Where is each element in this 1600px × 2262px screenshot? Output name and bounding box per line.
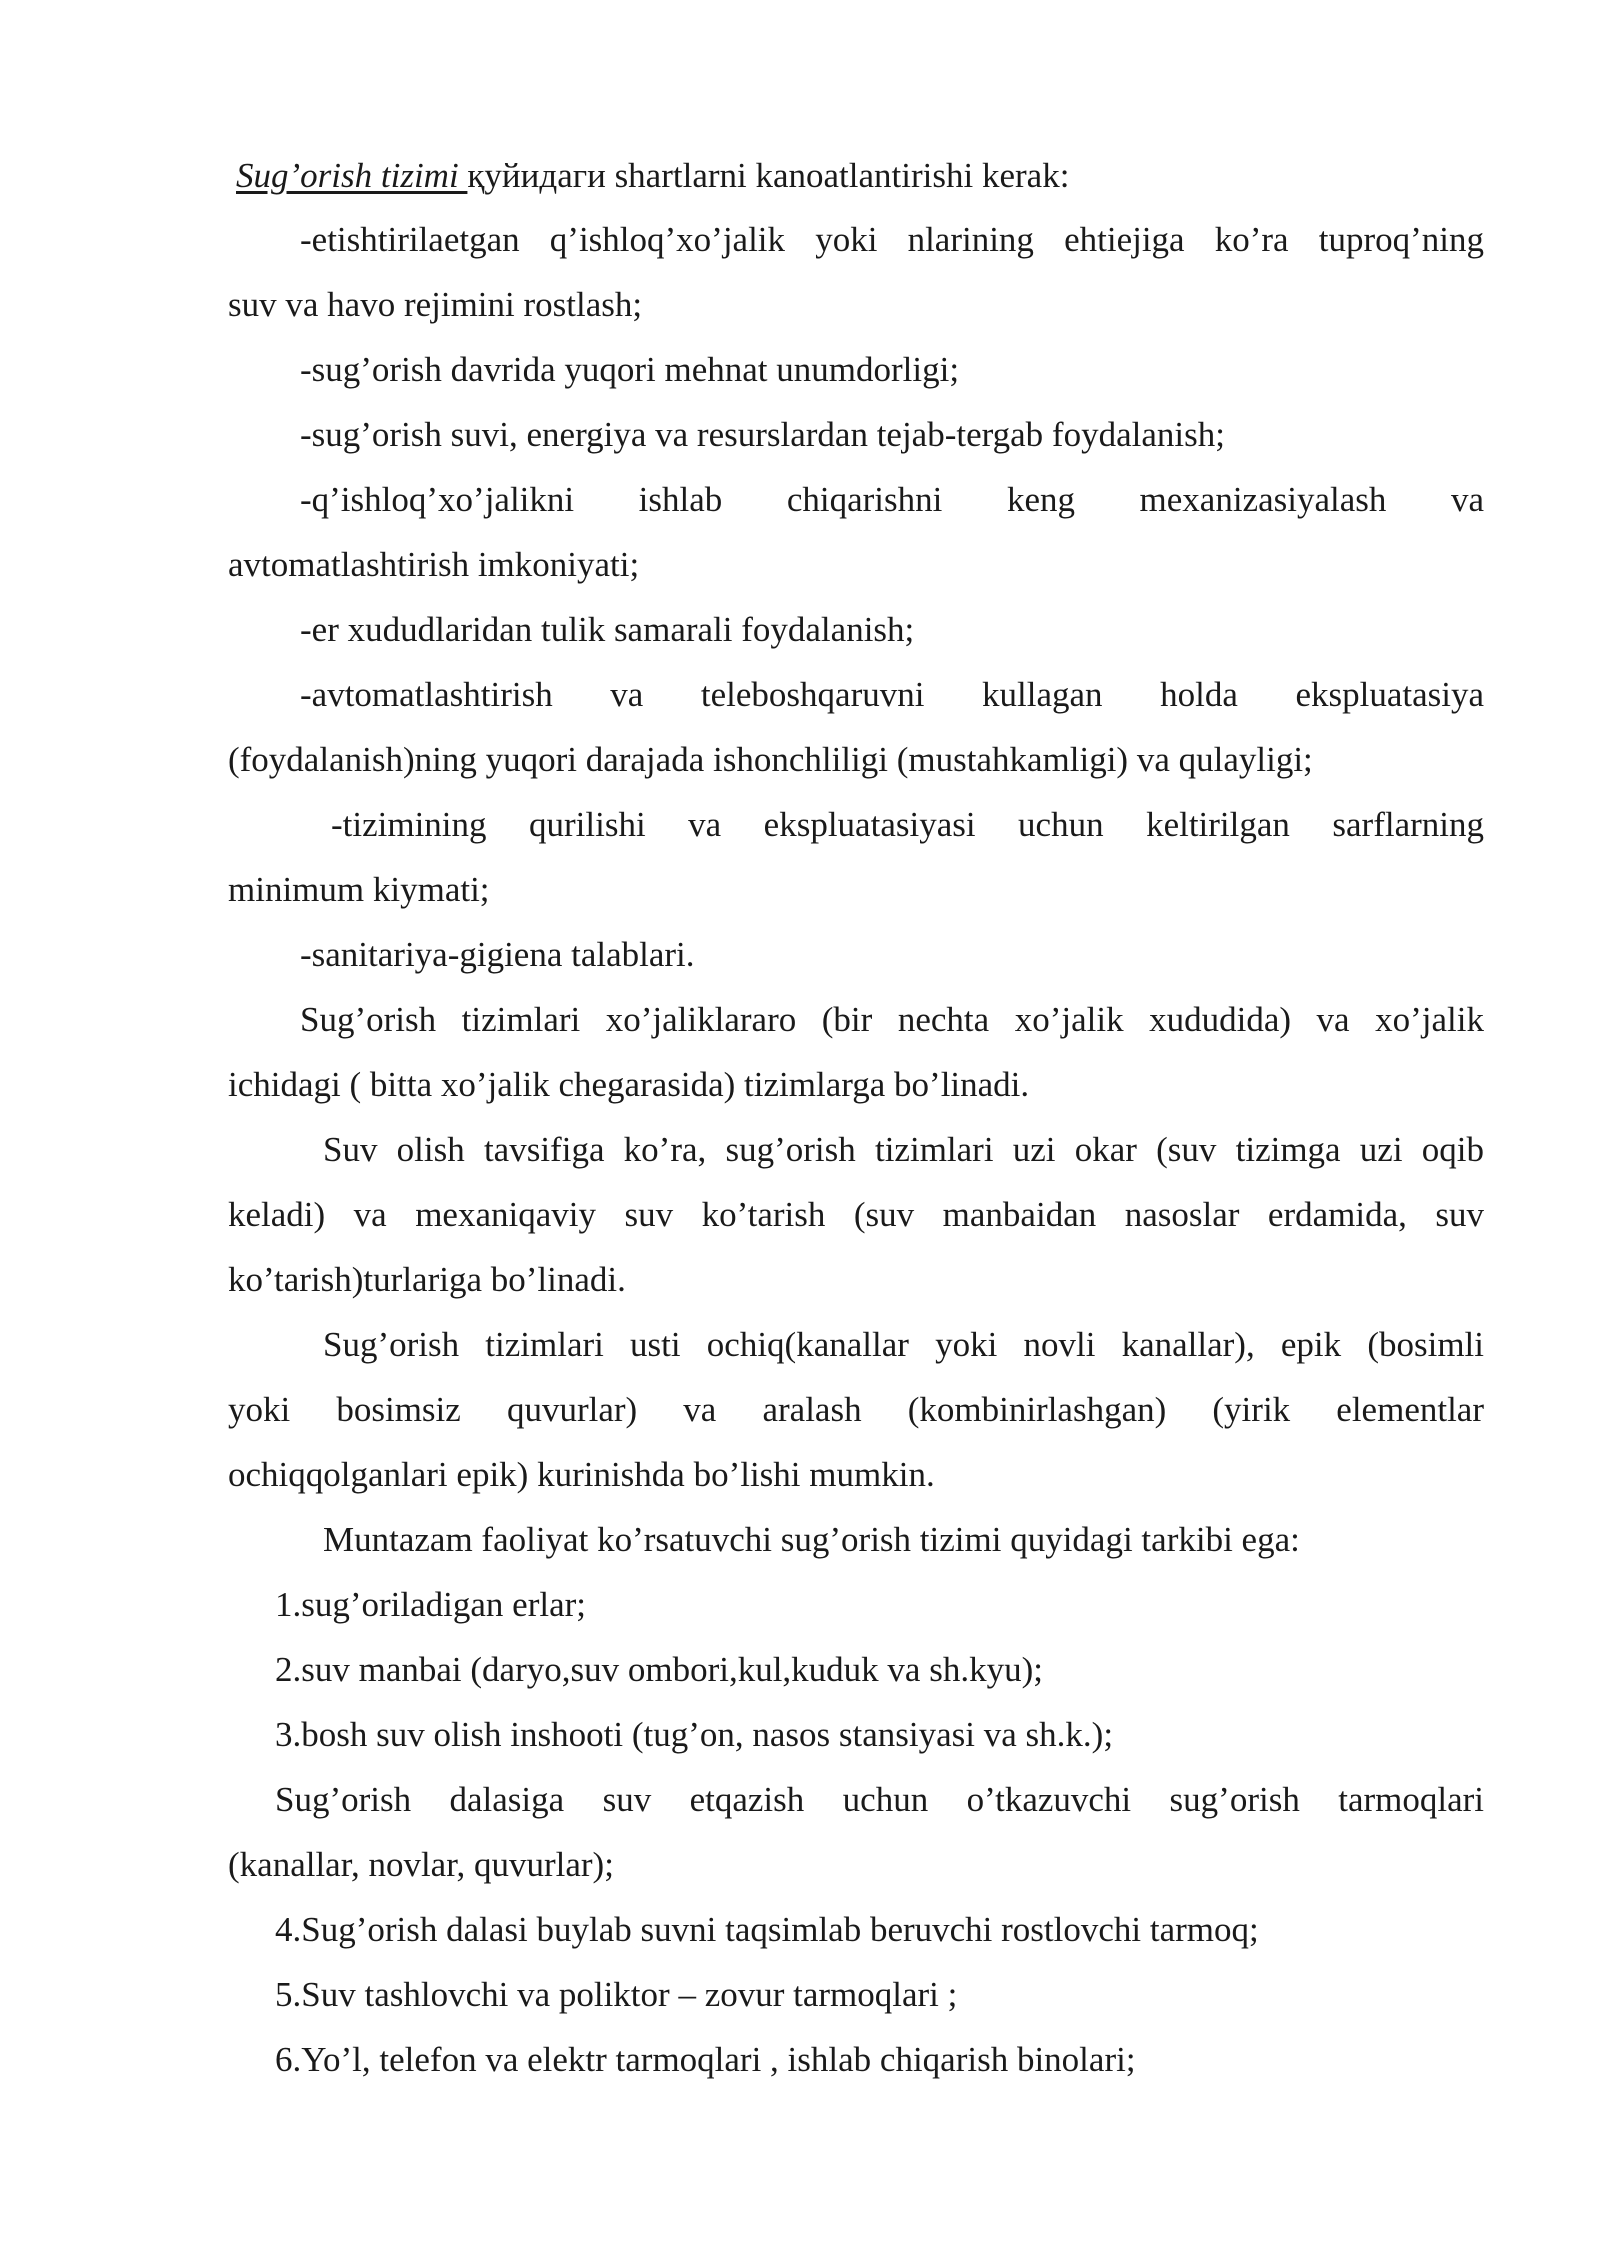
requirement-line-6: -avtomatlashtirish va teleboshqaruvni kullagan holda ekspluatasiya — [300, 675, 1484, 714]
paragraph-composition-intro: Muntazam faoliyat ko’rsatuvchi sug’orish tizimi quyidagi tarkibi ega: — [323, 1520, 1300, 1559]
requirement-line-5: -er xududlaridan tulik samarali foydalanish; — [300, 610, 915, 649]
requirement-line-7: -tizimining qurilishi va ekspluatasiyasi uchun keltirilgan sarflarning — [331, 805, 1484, 844]
paragraph-water-intake-cont-1: keladi) va mexaniqaviy suv ko’tarish (suv manbaidan nasoslar erdamida, suv — [228, 1195, 1484, 1234]
list-item-5: 5.Suv tashlovchi va poliktor – zovur tarmoqlari ; — [275, 1975, 958, 2014]
list-item-3: 3.bosh suv olish inshooti (tug’on, nasos stansiyasi va sh.k.); — [275, 1715, 1114, 1754]
requirement-line-1-cont: suv va havo rejimini rostlash; — [228, 285, 643, 324]
paragraph-systems-types-cont: ichidagi ( bitta xo’jalik chegarasida) tizimlarga bo’linadi. — [228, 1065, 1030, 1104]
requirement-line-1: -etishtirilaetgan q’ishloq’xo’jalik yoki nlarining ehtiejiga ko’ra tuproq’ning — [300, 220, 1484, 259]
requirement-line-6-cont: (foydalanish)ning yuqori darajada ishonchliligi (mustahkamligi) va qulayligi; — [228, 740, 1313, 779]
intro-term: Sug’orish tizimi — [236, 156, 468, 195]
paragraph-water-intake-cont-2: ko’tarish)turlariga bo’linadi. — [228, 1260, 626, 1299]
requirement-line-4: -q’ishloq’xo’jalikni ishlab chiqarishni keng mexanizasiyalash va — [300, 480, 1484, 519]
requirement-line-2: -sug’orish davrida yuqori mehnat unumdorligi; — [300, 350, 960, 389]
intro-text: қуйидаги shartlarni kanoatlantirishi kerak: — [467, 156, 1070, 195]
list-item-4: 4.Sug’orish dalasi buylab suvni taqsimlab beruvchi rostlovchi tarmoq; — [275, 1910, 1259, 1949]
list-item-1: 1.sug’oriladigan erlar; — [275, 1585, 587, 1624]
list-item-3-note: Sug’orish dalasiga suv etqazish uchun o’tkazuvchi sug’orish tarmoqlari — [275, 1780, 1484, 1819]
paragraph-system-forms-cont-1: yoki bosimsiz quvurlar) va aralash (kombinirlashgan) (yirik elementlar — [228, 1390, 1484, 1429]
list-item-2: 2.suv manbai (daryo,suv ombori,kul,kuduk va sh.kyu); — [275, 1650, 1043, 1689]
intro-line — [236, 151, 1484, 201]
list-item-6: 6.Yo’l, telefon va elektr tarmoqlari , ishlab chiqarish binolari; — [275, 2040, 1136, 2079]
paragraph-systems-types: Sug’orish tizimlari xo’jaliklararo (bir nechta xo’jalik xududida) va xo’jalik — [300, 1000, 1484, 1039]
paragraph-system-forms: Sug’orish tizimlari usti ochiq(kanallar yoki novli kanallar), epik (bosimli — [323, 1325, 1484, 1364]
paragraph-water-intake: Suv olish tavsifiga ko’ra, sug’orish tizimlari uzi okar (suv tizimga uzi oqib — [323, 1130, 1484, 1169]
requirement-line-7-cont: minimum kiymati; — [228, 870, 490, 909]
requirement-line-4-cont: avtomatlashtirish imkoniyati; — [228, 545, 640, 584]
list-item-3-note-cont: (kanallar, novlar, quvurlar); — [228, 1845, 614, 1884]
paragraph-system-forms-cont-2: ochiqqolganlari epik) kurinishda bo’lishi mumkin. — [228, 1455, 935, 1494]
requirement-line-8: -sanitariya-gigiena talablari. — [300, 935, 695, 974]
requirement-line-3: -sug’orish suvi, energiya va resurslardan tejab-tergab foydalanish; — [300, 415, 1225, 454]
